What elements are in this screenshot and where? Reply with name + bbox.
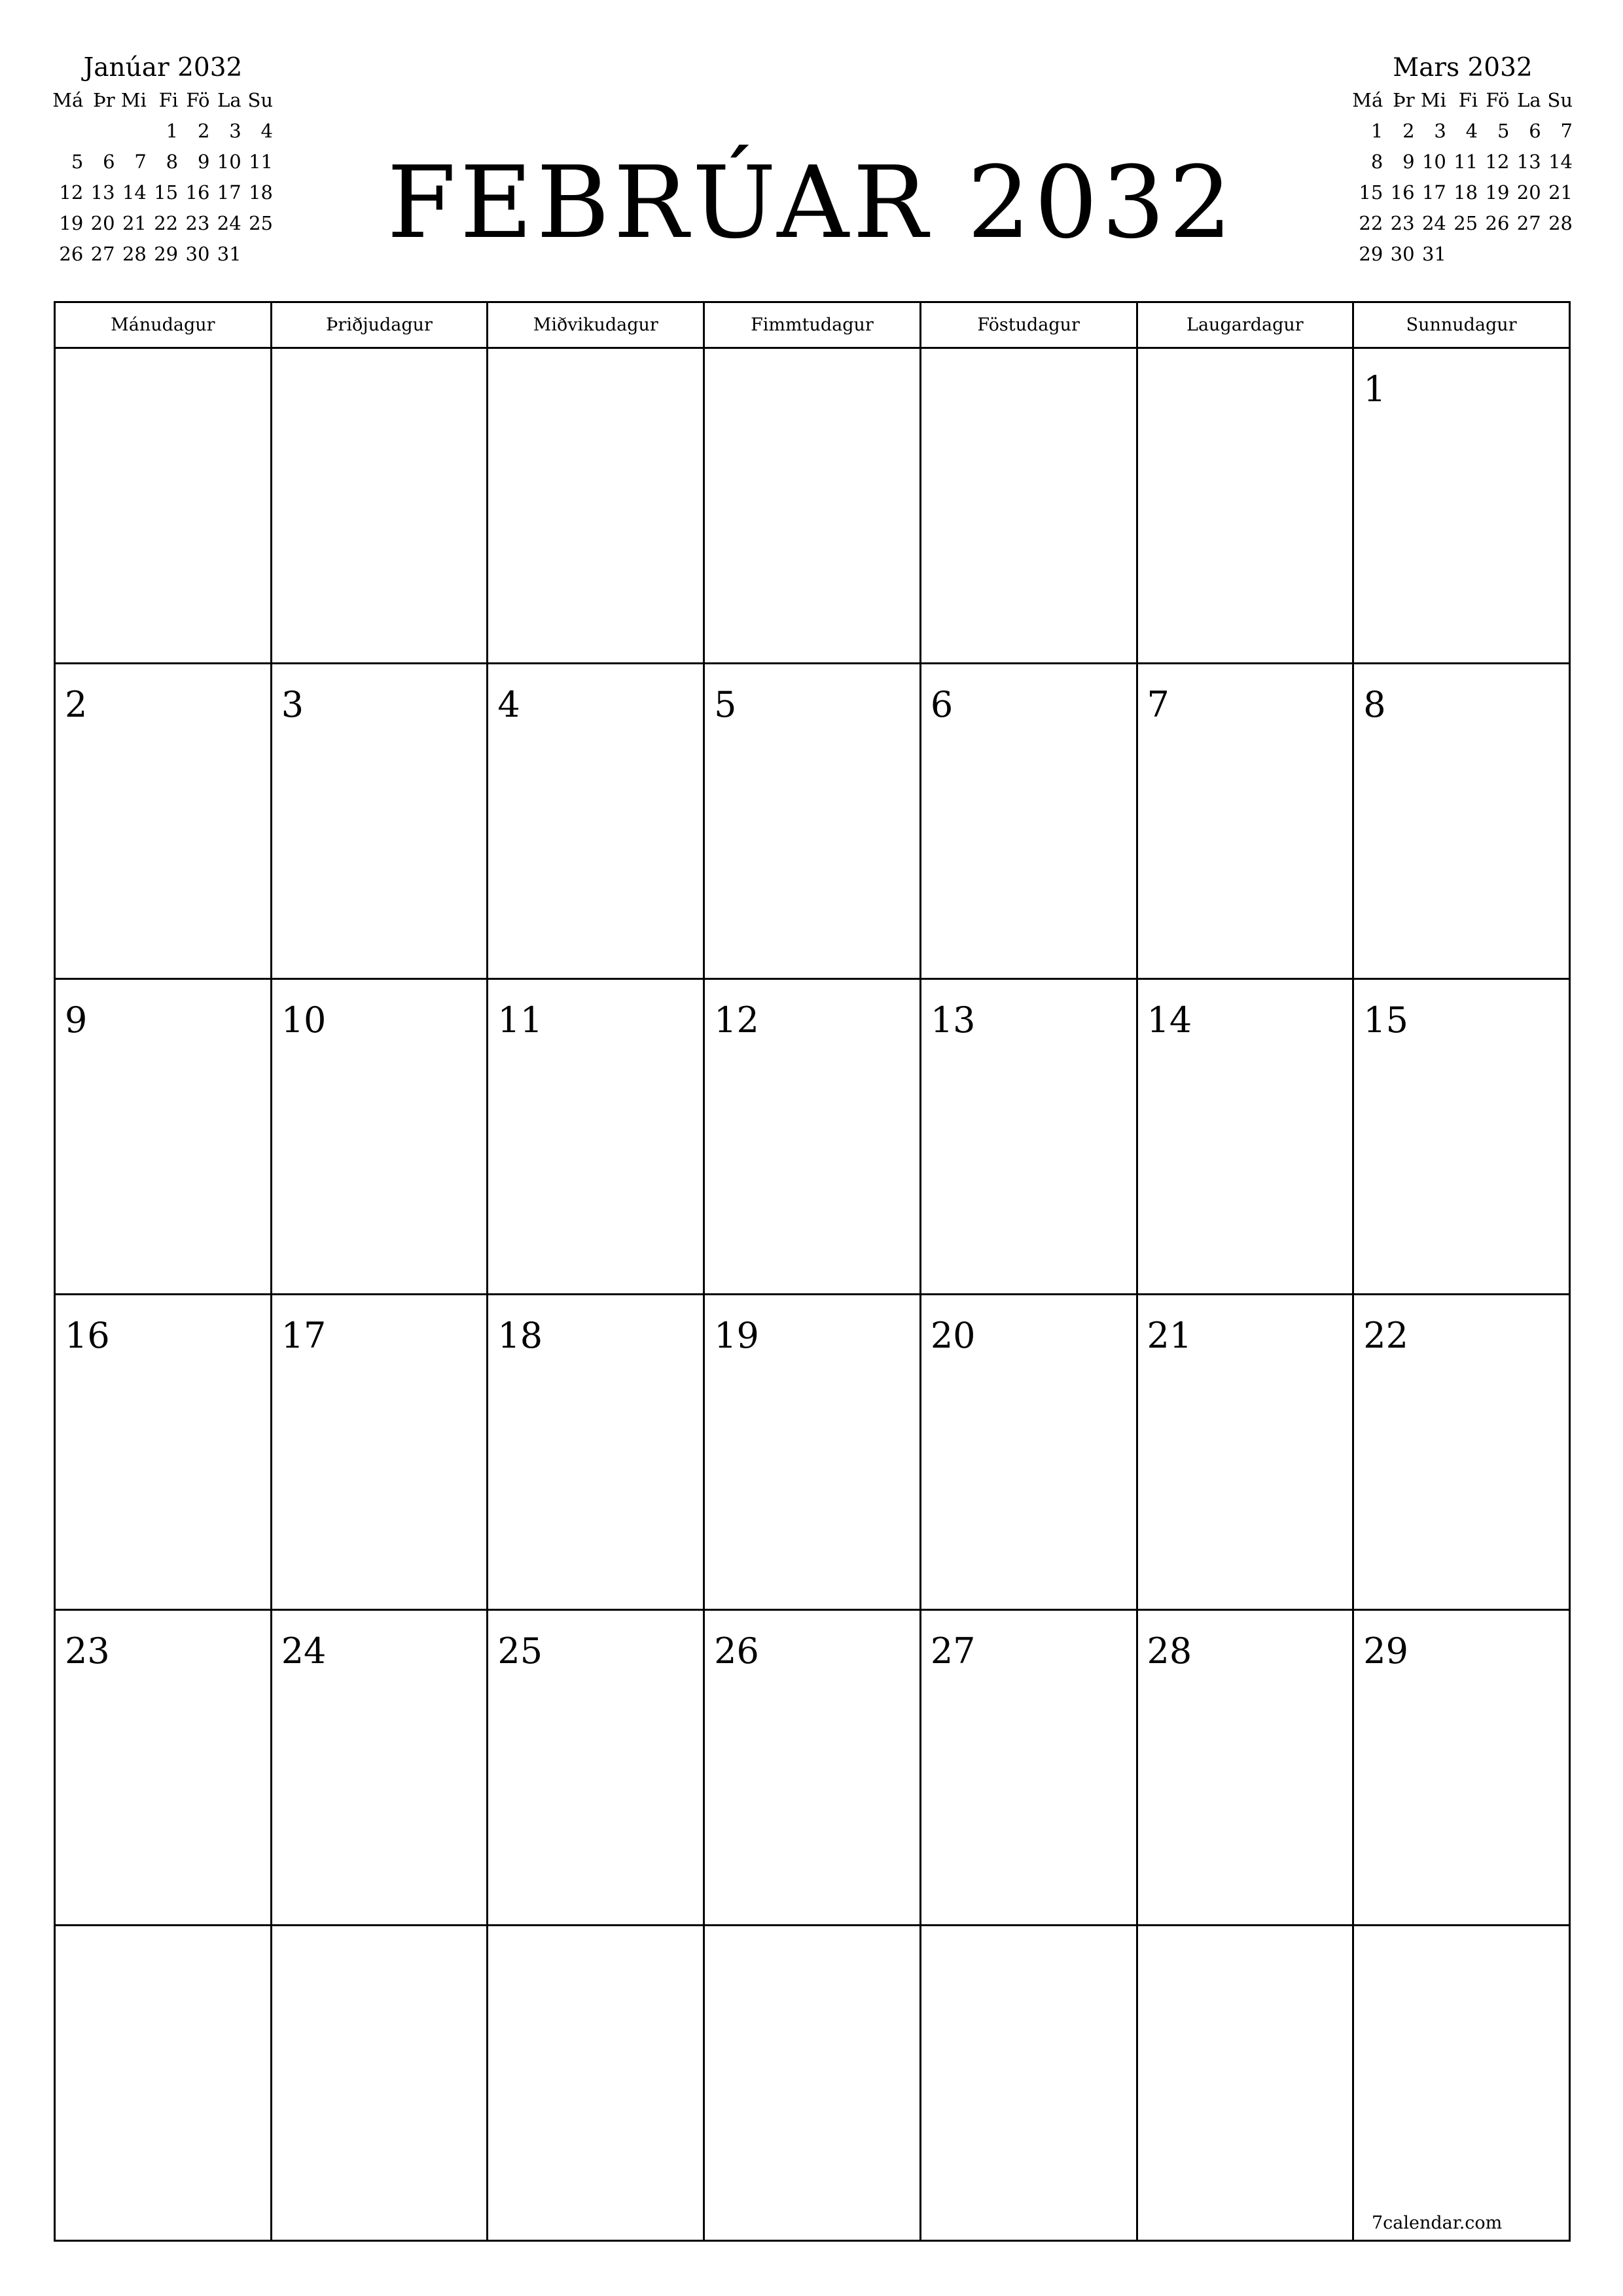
day-cell xyxy=(55,1926,272,2241)
mini-day: 26 xyxy=(1485,212,1510,234)
mini-day: 20 xyxy=(1516,181,1541,204)
month-grid xyxy=(54,301,1571,2242)
mini-day: 4 xyxy=(260,120,273,142)
mini-day: 29 xyxy=(154,243,179,265)
day-cell xyxy=(920,1926,1137,2241)
day-cell xyxy=(1353,664,1570,979)
mini-calendar-title: Mars 2032 xyxy=(1393,53,1533,82)
day-number: 17 xyxy=(281,1315,327,1356)
mini-day: 17 xyxy=(217,181,241,204)
mini-weekday: Þr xyxy=(93,89,115,111)
day-cell xyxy=(920,348,1137,664)
weekday-header: Fimmtudagur xyxy=(704,302,921,348)
mini-weekday: Má xyxy=(52,89,84,111)
day-cell xyxy=(271,348,488,664)
day-number: 26 xyxy=(714,1630,759,1672)
mini-day: 25 xyxy=(249,212,273,234)
mini-day: 10 xyxy=(1421,151,1446,173)
mini-week-row xyxy=(1352,116,1573,147)
mini-day: 3 xyxy=(1434,120,1446,142)
mini-day: 12 xyxy=(1485,151,1510,173)
mini-day: 9 xyxy=(197,151,210,173)
day-cell xyxy=(271,1295,488,1610)
mini-day: 21 xyxy=(122,212,147,234)
day-number: 19 xyxy=(714,1315,759,1356)
day-number: 16 xyxy=(65,1315,110,1356)
day-number: 9 xyxy=(65,999,88,1041)
day-cell xyxy=(55,1610,272,1926)
mini-day: 22 xyxy=(154,212,179,234)
day-cell xyxy=(271,664,488,979)
day-cell xyxy=(920,1295,1137,1610)
mini-calendar-next-month xyxy=(1352,51,1573,270)
day-number: 4 xyxy=(497,684,520,725)
mini-week-row xyxy=(1352,147,1573,177)
day-number xyxy=(56,1926,270,1947)
day-number xyxy=(921,1926,1136,1947)
day-cell xyxy=(1353,1295,1570,1610)
mini-weekday: Fö xyxy=(186,89,210,111)
day-cell xyxy=(920,664,1137,979)
day-number: 28 xyxy=(1147,1630,1192,1672)
mini-week-row xyxy=(1352,208,1573,239)
page-title: FEBRÚAR 2032 xyxy=(387,145,1236,260)
mini-day: 5 xyxy=(71,151,84,173)
day-cell xyxy=(55,979,272,1295)
mini-weekday: Þr xyxy=(1393,89,1415,111)
day-number: 8 xyxy=(1363,684,1386,725)
day-number: 21 xyxy=(1147,1315,1192,1356)
mini-day: 17 xyxy=(1421,181,1446,204)
day-cell xyxy=(488,979,704,1295)
mini-day: 25 xyxy=(1454,212,1478,234)
mini-day: 16 xyxy=(185,181,210,204)
weekday-header: Mánudagur xyxy=(55,302,272,348)
day-number: 20 xyxy=(930,1315,976,1356)
weekday-header: Sunnudagur xyxy=(1353,302,1570,348)
mini-day: 23 xyxy=(1390,212,1415,234)
day-cell xyxy=(920,979,1137,1295)
day-cell xyxy=(55,1295,272,1610)
mini-calendar-title: Janúar 2032 xyxy=(83,53,243,82)
mini-day: 15 xyxy=(1359,181,1383,204)
day-number xyxy=(921,349,1136,370)
mini-day: 8 xyxy=(1370,151,1383,173)
day-number: 29 xyxy=(1363,1630,1408,1672)
mini-day: 4 xyxy=(1465,120,1478,142)
day-number xyxy=(1354,1926,1569,1947)
mini-day: 7 xyxy=(1560,120,1573,142)
mini-day: 19 xyxy=(1485,181,1510,204)
day-cell xyxy=(1353,979,1570,1295)
day-cell xyxy=(1137,664,1353,979)
weekday-header-row xyxy=(55,302,1570,348)
day-cell xyxy=(704,348,921,664)
mini-week-row xyxy=(52,116,274,147)
day-cell xyxy=(271,1926,488,2241)
mini-day: 6 xyxy=(1529,120,1541,142)
day-cell xyxy=(55,348,272,664)
mini-week-row xyxy=(1352,239,1573,270)
mini-day xyxy=(116,116,147,147)
mini-day xyxy=(1478,239,1510,270)
mini-day: 6 xyxy=(103,151,115,173)
day-number: 23 xyxy=(65,1630,110,1672)
mini-day: 21 xyxy=(1548,181,1573,204)
mini-day: 28 xyxy=(1548,212,1573,234)
mini-weekday: La xyxy=(217,89,241,111)
mini-day: 18 xyxy=(1454,181,1478,204)
mini-weekday: Mi xyxy=(1420,89,1446,111)
day-number: 22 xyxy=(1363,1315,1408,1356)
day-number: 10 xyxy=(281,999,327,1041)
mini-day: 11 xyxy=(249,151,273,173)
day-cell xyxy=(1137,1295,1353,1610)
day-number: 7 xyxy=(1147,684,1169,725)
day-number: 18 xyxy=(497,1315,543,1356)
mini-weekday: Mi xyxy=(120,89,147,111)
day-number: 2 xyxy=(65,684,88,725)
mini-day: 11 xyxy=(1454,151,1478,173)
mini-weekday: Fi xyxy=(1458,89,1478,111)
day-cell xyxy=(704,1926,921,2241)
mini-day: 24 xyxy=(1421,212,1446,234)
footer-credit: 7calendar.com xyxy=(1372,2213,1503,2233)
day-cell xyxy=(920,1610,1137,1926)
mini-day: 27 xyxy=(1516,212,1541,234)
day-cell xyxy=(1353,348,1570,664)
mini-weekday: Su xyxy=(1547,89,1573,111)
day-number: 14 xyxy=(1147,999,1192,1041)
mini-day: 31 xyxy=(1421,243,1446,265)
mini-day: 14 xyxy=(122,181,147,204)
day-number xyxy=(488,1926,703,1947)
day-cell xyxy=(1137,1610,1353,1926)
day-cell xyxy=(704,979,921,1295)
weekday-header: Þriðjudagur xyxy=(271,302,488,348)
week-row xyxy=(55,1610,1570,1926)
day-number xyxy=(272,1926,487,1947)
mini-day: 13 xyxy=(1516,151,1541,173)
day-cell xyxy=(488,348,704,664)
mini-day: 18 xyxy=(249,181,273,204)
mini-day: 2 xyxy=(197,120,210,142)
day-number: 11 xyxy=(497,999,543,1041)
day-number xyxy=(705,1926,919,1947)
mini-day: 1 xyxy=(1370,120,1383,142)
mini-calendar-table xyxy=(1352,85,1573,270)
day-cell xyxy=(488,1610,704,1926)
day-cell xyxy=(271,1610,488,1926)
mini-day: 26 xyxy=(59,243,84,265)
mini-day: 24 xyxy=(217,212,241,234)
day-number: 1 xyxy=(1363,368,1386,410)
week-row xyxy=(55,979,1570,1295)
mini-day: 9 xyxy=(1402,151,1415,173)
day-number: 3 xyxy=(281,684,304,725)
mini-day: 28 xyxy=(122,243,147,265)
mini-day: 8 xyxy=(166,151,179,173)
day-number: 12 xyxy=(714,999,759,1041)
mini-day: 13 xyxy=(90,181,115,204)
mini-day: 1 xyxy=(166,120,179,142)
day-number: 15 xyxy=(1363,999,1408,1041)
mini-day: 29 xyxy=(1359,243,1383,265)
weekday-header: Miðvikudagur xyxy=(488,302,704,348)
mini-day xyxy=(1542,239,1573,270)
mini-day: 22 xyxy=(1359,212,1383,234)
day-cell xyxy=(704,1610,921,1926)
mini-weekday: Fö xyxy=(1486,89,1510,111)
mini-day: 23 xyxy=(185,212,210,234)
mini-weekday: Su xyxy=(247,89,273,111)
mini-day: 7 xyxy=(134,151,147,173)
weekday-header: Laugardagur xyxy=(1137,302,1353,348)
mini-weekday: La xyxy=(1517,89,1541,111)
day-number: 25 xyxy=(497,1630,543,1672)
mini-day xyxy=(52,116,84,147)
mini-weekday-row xyxy=(1352,85,1573,116)
day-cell xyxy=(1137,979,1353,1295)
day-number xyxy=(1138,349,1353,370)
weekday-header: Föstudagur xyxy=(920,302,1137,348)
mini-weekday-row xyxy=(52,85,274,116)
week-row xyxy=(55,1926,1570,2241)
day-cell xyxy=(1353,1926,1570,2241)
day-cell xyxy=(488,1926,704,2241)
day-number xyxy=(488,349,703,370)
mini-day: 19 xyxy=(59,212,84,234)
day-cell xyxy=(271,979,488,1295)
day-number: 27 xyxy=(930,1630,976,1672)
week-row xyxy=(55,664,1570,979)
day-cell xyxy=(488,1295,704,1610)
day-cell xyxy=(55,664,272,979)
day-number xyxy=(1138,1926,1353,1947)
day-cell xyxy=(1137,348,1353,664)
day-number xyxy=(56,349,270,370)
mini-day: 31 xyxy=(217,243,241,265)
day-number xyxy=(272,349,487,370)
day-cell xyxy=(1353,1610,1570,1926)
mini-day: 12 xyxy=(59,181,84,204)
day-cell xyxy=(488,664,704,979)
day-cell xyxy=(704,1295,921,1610)
mini-day: 30 xyxy=(1390,243,1415,265)
day-number: 5 xyxy=(714,684,737,725)
week-row xyxy=(55,348,1570,664)
day-cell xyxy=(1137,1926,1353,2241)
mini-day: 3 xyxy=(229,120,241,142)
mini-weekday: Má xyxy=(1352,89,1383,111)
mini-day: 14 xyxy=(1548,151,1573,173)
mini-day: 20 xyxy=(90,212,115,234)
day-cell xyxy=(704,664,921,979)
mini-day: 2 xyxy=(1402,120,1415,142)
mini-day xyxy=(1447,239,1478,270)
mini-weekday: Fi xyxy=(158,89,179,111)
day-number: 13 xyxy=(930,999,976,1041)
mini-day: 27 xyxy=(90,243,115,265)
mini-day: 5 xyxy=(1497,120,1510,142)
mini-day: 16 xyxy=(1390,181,1415,204)
day-number: 6 xyxy=(930,684,954,725)
week-row xyxy=(55,1295,1570,1610)
mini-day: 15 xyxy=(154,181,179,204)
mini-day xyxy=(1510,239,1541,270)
day-number: 24 xyxy=(281,1630,327,1672)
mini-day: 10 xyxy=(217,151,241,173)
mini-day: 30 xyxy=(185,243,210,265)
day-number xyxy=(705,349,919,370)
mini-week-row xyxy=(1352,177,1573,208)
mini-day xyxy=(84,116,115,147)
